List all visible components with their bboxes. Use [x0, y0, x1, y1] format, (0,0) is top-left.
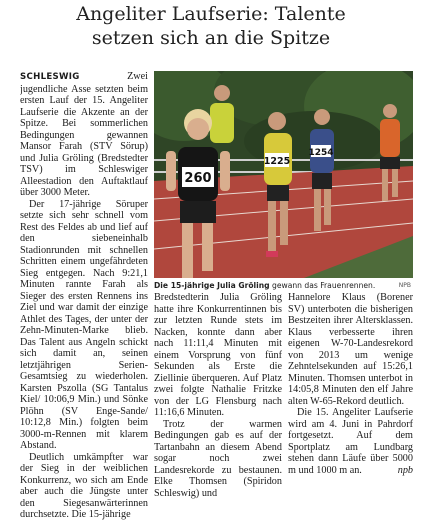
article-column-1 — [20, 71, 148, 523]
lead-text: Zwei jugendliche Asse setzten beim ersten Lauf der 15. Angeliter Laufserie die Akzente an der Spitze. Bei sommerlichen Bedingungen gewannen Mansor Farah (STV Sörup) und Julia Gröling (Bredstedter TSV) im Schleswiger Alleestadion den Auftaktlauf über 3000 Meter. — [20, 71, 148, 198]
paragraph-men-race: Der 17-jährige Söruper setzte sich sehr schnell vom Rest des Feldes ab und lief auf den siebeneinhalb Stadionrunden mit schnellen Schritten einem ungefährdeten Sieg entgegen. Nach 9:21,1 Minuten rannte Farah als Sieger des ersten Rennens ins Ziel und war damit der einzige Athlet des Tages, der unter der Zehn-Minuten-Marke blieb. Das Talent aus Angeln schickt sich damit an, seinen letztjährigen Serien-Gesamtsieg zu wiederholen. Karsten Pszolla (SG Tantalus Kiel/ 10:06,9 Min.) und Sönke Plöhn (SV Enge-Sande/ 10:12,8 Min.) folgten beim 3000-m-Rennen mit klarem Abstand. — [20, 198, 148, 451]
caption-text: gewann das Frauenrennen. — [269, 281, 376, 290]
next-race-text: Die 15. Angeliter Laufserie wird am 4. Juni in Pahrdorf fortgesetzt. Auf dem Sportplatz am Lundbarg stehen dann Läufe über 5000 m und 1000 m an. — [288, 407, 413, 476]
article-column-2 — [154, 292, 282, 524]
lead-paragraph — [20, 71, 148, 199]
bib-1225: 1225 — [263, 156, 291, 167]
paragraph-next-race — [288, 407, 413, 476]
dateline: SCHLESWIG — [20, 72, 80, 82]
headline — [0, 2, 422, 50]
article-column-3 — [288, 292, 413, 524]
race-photo-illustration — [154, 71, 413, 278]
bib-1254: 1254 — [308, 148, 334, 158]
author-signature: npb — [397, 464, 413, 476]
paragraph-gröling-win: Bredstedterin Julia Gröling hatte ihre Konkurrentinnen bis zur letzten Runde stets im Nacken, konnte dann aber nach 11:11,4 Minuten mit einem Vorsprung von fünf Sekunden als Erste die Ziellinie überqueren. Auf Platz zwei folgte Nathalie Fritzke von der LG Flensburg nach 11:16,6 Minuten. — [154, 292, 282, 418]
caption-bold: Die 15-jährige Julia Gröling — [154, 281, 270, 290]
photo-caption — [154, 280, 413, 291]
paragraph-age-records: Hannelore Klaus (Borener SV) unterboten die bisherigen Bestzeiten ihrer Altersklassen. Klaus verbesserte ihren eigenen W-70-Landesrekord von 2013 um wenige Zehntelsekunden auf 15:26,1 Minuten. Thomsen unterbot in 14:05,8 Minuten den elf Jahre alten W-65-Rekord deutlich. — [288, 292, 413, 407]
paragraph-records: Trotz der warmen Bedingungen gab es auf der Tartanbahn an diesem Abend sogar noch zwei Landesrekorde zu bestaunen. Elke Thomsen (Spiridon Schleswig) und — [154, 418, 282, 499]
photo-credit: NPB — [398, 282, 411, 289]
race-photo — [154, 71, 413, 278]
headline-line-1: Angeliter Laufserie: Talente — [76, 3, 346, 25]
bib-260: 260 — [184, 171, 212, 186]
paragraph-women-race: Deutlich umkämpfter war der Sieg in der weiblichen Konkurrenz, wo sich am Ende aber auch die Jüngste unter den Siegesanwärterinnen durchsetzte. Die 15-jährige — [20, 451, 148, 520]
headline-line-2: setzen sich an die Spitze — [91, 27, 331, 49]
